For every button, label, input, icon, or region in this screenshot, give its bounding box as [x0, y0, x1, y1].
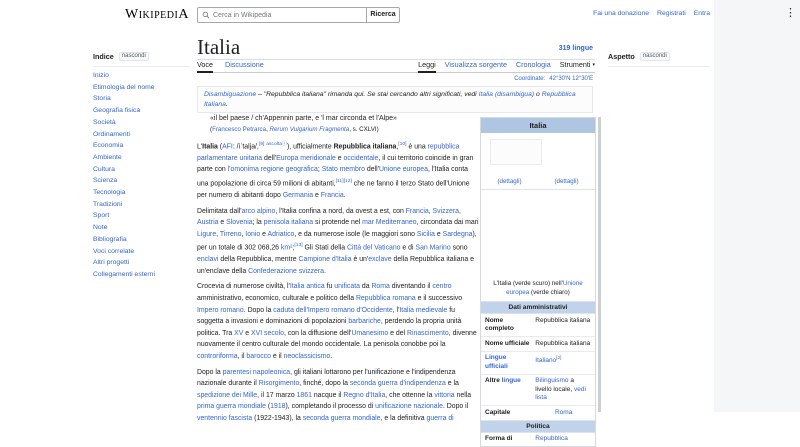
inline-link[interactable]: ⓘ [282, 142, 287, 147]
inline-link[interactable]: Disambiguazione [204, 91, 257, 98]
inline-text: . [343, 191, 346, 199]
inline-link[interactable]: Roma [371, 283, 390, 291]
search-placeholder: Cerca in Wikipedia [213, 11, 272, 19]
infobox-row [481, 405, 595, 420]
search-input[interactable] [197, 7, 367, 23]
inline-link[interactable]: l'omonima regione geografica [227, 166, 318, 174]
infobox-row-value [532, 375, 595, 406]
inline-link[interactable]: [13] [294, 243, 303, 249]
inline-text: e di [400, 244, 416, 252]
infobox-section-dati-amministrativi: Dati amministrativi [481, 301, 595, 314]
inline-link[interactable]: caduta dell'Impero romano d'Occidente [273, 306, 393, 314]
infobox-row-value [532, 406, 595, 420]
paragraph [197, 367, 479, 425]
inline-text: , [396, 143, 399, 151]
infobox-section-politica: Politica [481, 420, 595, 433]
namespace-tabs [197, 60, 264, 73]
sidebar-item-collegamenti-esterni[interactable]: Collegamenti esterni [93, 270, 155, 278]
inline-text: (1922-1943), la [252, 414, 303, 422]
infobox-row [481, 336, 595, 351]
inline-text: , perdendo la propria unità politica. Tra [197, 318, 462, 337]
infobox-images [481, 133, 595, 177]
inline-link[interactable]: Risorgimento [258, 380, 300, 388]
inline-text: , con la diffusione dell' [283, 329, 352, 337]
inline-text: ), completando il processo di [285, 403, 376, 411]
inline-text: dell' [262, 154, 277, 162]
inline-text: Altre [485, 377, 502, 384]
languages-button[interactable]: 319 lingue [558, 45, 593, 52]
inline-text: , finché, dopo la [299, 380, 350, 388]
inline-link[interactable]: Rerum Vulgarium Fragmenta [269, 125, 350, 133]
appearance-hide-button[interactable]: nascondi [640, 52, 670, 61]
sidebar-item-economia[interactable]: Economia [93, 142, 124, 150]
inline-link[interactable]: ascolta [266, 142, 282, 147]
tab-visualizza-sorgente[interactable]: Visualizza sorgente [444, 60, 507, 69]
sidebar-item-storia[interactable]: Storia [93, 95, 111, 103]
inline-text: che ne fanno il terzo Stato dell'Unione per numero di abitanti dopo [197, 180, 470, 199]
inline-link[interactable]: controriforma [197, 352, 238, 360]
inline-link[interactable]: Repubblica Italiana [204, 91, 576, 108]
inline-text: Dopo la [197, 368, 223, 376]
inline-text: – "Repubblica italiana" rimanda qui. Se stai cercando altri significati, vedi [256, 91, 479, 98]
top-link-registrati[interactable]: Registrati [657, 10, 686, 17]
infobox-body [481, 301, 595, 446]
inline-link[interactable]: exclave [368, 256, 392, 264]
infobox-caption [481, 278, 595, 301]
view-tabs [418, 60, 595, 73]
inline-text: e del [388, 329, 407, 337]
inline-link[interactable]: Adriatico [267, 230, 295, 238]
inline-link[interactable]: repubblica parlamentare unitaria [197, 143, 460, 162]
inline-text: Nome ufficiale [485, 339, 530, 347]
inline-link[interactable]: Rinascimento [407, 329, 449, 337]
inline-text: della Repubblica, mentre [218, 256, 299, 264]
inline-link[interactable]: lingue [501, 377, 521, 384]
inline-text: fu soggetta a invasioni e dominazioni di popolazioni [197, 306, 455, 326]
map-image-placeholder[interactable] [481, 190, 595, 278]
inline-link[interactable]: Francesco Petrarca [212, 125, 267, 133]
inline-text: a livello locale, [535, 377, 574, 393]
inline-link[interactable]: unificazione nazionale [375, 403, 443, 411]
inline-text: nacque il [311, 391, 344, 399]
inline-link[interactable]: Sardegna [442, 230, 473, 238]
infobox-row-label [481, 352, 532, 374]
inline-text: , l' [392, 306, 400, 314]
inline-text: . [225, 100, 228, 108]
inline-text: , il 17 marzo [257, 391, 297, 399]
inline-link[interactable]: Confederazione svizzera [248, 267, 324, 275]
inline-text: Repubblica italiana [333, 143, 397, 151]
inline-link[interactable]: Europa meridionale [276, 154, 336, 162]
coordinates-value[interactable]: 42°30′N 12°30′E [549, 76, 593, 82]
inline-link[interactable]: barocco [246, 352, 271, 360]
inline-link[interactable]: Tirreno [219, 230, 242, 238]
inline-text: amministrativo, economico, culturale e politico della [197, 295, 356, 303]
inline-link[interactable]: Stato membro [321, 166, 365, 174]
inline-link[interactable]: Italia medievale [399, 306, 448, 314]
sidebar-item-tecnologia[interactable]: Tecnologia [93, 189, 126, 197]
inline-text: , che ottenne la [385, 391, 435, 399]
sidebar-item-altri-progetti[interactable]: Altri progetti [93, 259, 130, 267]
inline-link[interactable]: vittoria [434, 391, 455, 399]
inline-text: ), per un totale di 302 068,26 [197, 230, 477, 252]
sidebar-item-voci-correlate[interactable]: Voci correlate [93, 247, 135, 255]
sidebar-item-ordinamenti[interactable]: Ordinamenti [93, 130, 131, 138]
inline-link[interactable]: [2] [556, 355, 562, 360]
inline-link[interactable]: seconda guerra mondiale [302, 414, 381, 422]
inline-link[interactable]: [10] [398, 142, 407, 147]
tabs-bar [197, 61, 595, 73]
inline-text: ( [265, 403, 271, 411]
coordinates-label[interactable]: Coordinate: [514, 76, 546, 82]
disambiguation-note [197, 86, 593, 113]
toc-divider [93, 66, 190, 67]
inline-text: ; la [252, 219, 264, 227]
paragraph [197, 206, 479, 278]
coordinates [514, 76, 593, 82]
inline-text: ; [292, 244, 295, 252]
wikipedia-logo[interactable]: WikipediA [125, 7, 189, 22]
appearance-panel [608, 52, 710, 67]
inline-link[interactable]: Regno d'Italia [343, 391, 386, 399]
page-title: Italia [197, 35, 241, 59]
inline-link[interactable]: centro [432, 283, 452, 291]
scrollbar[interactable] [598, 117, 601, 412]
inline-text: diventando il [389, 283, 433, 291]
tab-cronologia[interactable]: Cronologia [515, 60, 551, 69]
inline-link[interactable]: Italia (disambigua) [478, 91, 535, 98]
tab-voce[interactable]: Voce [197, 60, 213, 73]
paragraph [197, 139, 479, 202]
sidebar-item-note[interactable]: Note [93, 224, 108, 232]
inline-link[interactable]: penisola italiana [263, 219, 314, 227]
infobox-row-label [481, 337, 532, 351]
inline-text: Delimitata dall' [197, 207, 242, 215]
inline-text: , e la definitiva [380, 414, 427, 422]
infobox-row-value [532, 352, 595, 374]
inline-text: , il [237, 352, 247, 360]
inline-text: ; [317, 166, 322, 174]
inline-link[interactable]: Umanesimo [351, 329, 389, 337]
sidebar-item-bibliografia[interactable]: Bibliografia [93, 235, 127, 243]
inline-link[interactable]: unificata [334, 283, 360, 291]
inline-text: , l'Italia confina a nord, da ovest a est, con [275, 207, 406, 215]
infobox-row-label [481, 314, 532, 336]
inline-text: . Dopo la [243, 306, 274, 314]
inline-link[interactable]: Bilinguismo [535, 377, 569, 384]
inline-text: è una [406, 143, 428, 151]
inline-link[interactable]: Lingue ufficiali [485, 354, 508, 370]
quote-text: «il bel paese / ch'Appennin parte, e 'l mar circonda et l'Alpe» [210, 115, 397, 122]
top-link-fai-una-donazione[interactable]: Fai una donazione [593, 10, 650, 17]
inline-text: , circondata dai mari [416, 219, 479, 227]
inline-link[interactable]: km² [280, 244, 293, 252]
tab-strumenti[interactable]: Strumenti ▾ [560, 60, 595, 73]
inline-link[interactable]: Germania [282, 191, 314, 199]
inline-text: . [323, 267, 326, 275]
inline-link[interactable]: San Marino [415, 244, 451, 252]
inline-link[interactable]: Roma [554, 408, 573, 416]
inline-text: , [266, 125, 270, 133]
inline-link[interactable]: Svizzera [432, 207, 459, 215]
inline-text: Italia [202, 143, 218, 151]
inline-link[interactable]: Repubblica romana [355, 295, 416, 303]
inline-link[interactable]: Unione europea [378, 166, 428, 174]
inline-text: dell' [364, 166, 379, 174]
inline-text: e il successivo [415, 295, 463, 303]
inline-text: . Dopo il [442, 403, 469, 411]
inline-link[interactable]: [9] [258, 142, 265, 147]
inline-text: e la [445, 380, 459, 388]
right-rail [714, 0, 800, 412]
top-link-entra[interactable]: Entra [693, 10, 710, 17]
inline-link[interactable]: 1918 [270, 403, 286, 411]
inline-text: è un' [351, 256, 369, 264]
inline-link[interactable]: enclavi [197, 256, 219, 264]
infobox-row-value [532, 314, 595, 336]
inline-text: e [335, 154, 344, 162]
inline-text: nella [454, 391, 472, 399]
inline-link[interactable]: Italiano [535, 357, 557, 365]
infobox-row [481, 351, 595, 374]
inline-text: (verde chiaro) [529, 288, 570, 296]
inline-link[interactable]: Francia [320, 191, 344, 199]
inline-text: e [218, 219, 227, 227]
inline-link[interactable]: occidentale [343, 154, 379, 162]
overflow-menu-icon[interactable]: ⋮ [785, 7, 796, 19]
inline-link[interactable]: Ligure [197, 230, 217, 238]
sidebar-item-cultura[interactable]: Cultura [93, 165, 115, 173]
inline-text: da [359, 283, 372, 291]
sidebar-item-scienza[interactable]: Scienza [93, 177, 118, 185]
inline-text: , [428, 207, 433, 215]
sidebar-item-tradizioni[interactable]: Tradizioni [93, 200, 123, 208]
inline-link[interactable]: spedizione dei Mille [197, 391, 258, 399]
inline-text: Nome completo [485, 316, 514, 332]
infobox-row-label [481, 375, 532, 406]
infobox-row-label [481, 406, 532, 420]
inline-link[interactable]: [11][12] [335, 179, 352, 185]
inline-link[interactable]: Repubblica [535, 435, 568, 442]
appearance-title: Aspetto [608, 52, 635, 61]
inline-link[interactable]: Slovenia [226, 219, 253, 227]
sidebar-item-ambiente[interactable]: Ambiente [93, 153, 122, 161]
inline-link[interactable]: vedi lista [535, 385, 586, 401]
infobox-row [481, 374, 595, 406]
inline-text: Crocevia di numerose civiltà, l' [197, 283, 290, 291]
toc-items [93, 70, 193, 281]
inline-text: , il cui territorio coincide in gran parte con [197, 154, 474, 174]
infobox-italia [480, 117, 596, 447]
paragraph [197, 281, 479, 362]
table-of-contents [93, 52, 193, 281]
inline-text: si protende nel [313, 219, 363, 227]
inline-link[interactable]: prima guerra mondiale [197, 403, 266, 411]
sidebar-item-societ[interactable]: Società [93, 118, 116, 126]
infobox-row-value [532, 337, 595, 351]
inline-link[interactable]: parentesi napoleonica [222, 368, 291, 376]
inline-text: , [216, 230, 220, 238]
inline-text: . [330, 352, 333, 360]
toc-title: Indice [93, 52, 114, 61]
sidebar-item-inizio[interactable]: Inizio [93, 72, 109, 79]
infobox-row-label [481, 433, 532, 447]
infobox-title: Italia [481, 118, 595, 133]
inline-text: ( [210, 125, 213, 133]
inline-link[interactable]: mar Mediterraneo [362, 219, 417, 227]
inline-link[interactable]: barbariche [348, 318, 381, 326]
inline-text: , [458, 207, 461, 215]
inline-link[interactable]: arco alpino [241, 207, 276, 215]
infobox-row [481, 433, 595, 447]
inline-link[interactable]: guerra di [426, 414, 454, 422]
inline-text: della Repubblica italiana e un'enclave della [197, 256, 474, 275]
top-links [540, 10, 710, 17]
inline-text: , divenne nuovamente il centro culturale del mondo occidentale. La penisola conobbe poi la [197, 329, 477, 349]
inline-text: ( [217, 143, 223, 151]
inline-text: L' [197, 143, 203, 151]
inline-text: , [241, 230, 246, 238]
infobox-row [481, 314, 595, 336]
flag-details-link[interactable]: (dettagli) [497, 178, 522, 185]
inline-text: e [260, 230, 268, 238]
inline-text: : /iˈtalja/, [232, 143, 259, 151]
inline-text: e [434, 230, 443, 238]
inline-text: , s. CXLVI) [349, 125, 379, 133]
inline-text: o [534, 91, 542, 98]
inline-link[interactable]: Unione europea [506, 280, 583, 296]
search-icon [202, 11, 210, 19]
inline-text: L'Italia (verde scuro) nell' [493, 280, 563, 287]
inline-text: e il [270, 352, 284, 360]
inline-text: Capitale [485, 408, 511, 416]
inline-text: Repubblica italiana [535, 316, 591, 324]
sidebar-item-sport[interactable]: Sport [93, 212, 110, 220]
flag-image-placeholder[interactable] [490, 139, 542, 165]
inline-text: Gli Stati della [302, 244, 348, 252]
inline-text: , gli italiani lottarono per l'unificazione e l'indipendenza nazionale durante il [197, 368, 456, 388]
inline-text: e [243, 329, 252, 337]
tab-discussione[interactable]: Discussione [225, 60, 264, 69]
inline-link[interactable]: seconda guerra d'indipendenza [349, 380, 446, 388]
inline-link[interactable]: Impero romano [197, 306, 244, 314]
toc-hide-button[interactable]: nascondi [119, 52, 149, 61]
inline-text: fu [324, 283, 335, 291]
infobox-row-value [532, 433, 595, 447]
inline-text: , e da numerose isole (le maggiori sono [294, 230, 417, 238]
inline-text: sono [450, 244, 468, 252]
inline-link[interactable]: AFI [222, 143, 233, 151]
inline-link[interactable]: ventennio fascista [197, 414, 253, 422]
inline-link[interactable]: Francia [405, 207, 429, 215]
emblem-details-link[interactable]: (dettagli) [554, 178, 579, 185]
appearance-divider [608, 66, 710, 67]
sidebar-item-geografia-fisica[interactable]: Geografia fisica [93, 107, 141, 115]
inline-text: Forma di [485, 435, 513, 442]
inline-link[interactable]: Italia antica [289, 283, 325, 291]
inline-link[interactable]: Sicilia [416, 230, 435, 238]
sidebar-item-etimologia-del-nome[interactable]: Etimologia del nome [93, 83, 155, 91]
inline-link[interactable]: Austria [197, 219, 219, 227]
inline-text: Repubblica italiana [535, 339, 591, 347]
inline-link[interactable]: XVI secolo [251, 329, 284, 337]
inline-link[interactable]: neoclassicismo [283, 352, 331, 360]
article-paragraphs [197, 139, 479, 429]
inline-link[interactable]: 1861 [296, 391, 312, 399]
inline-link[interactable]: Campione d'Italia [298, 256, 352, 264]
tab-leggi[interactable]: Leggi [418, 60, 436, 73]
inline-text: ), ufficialmente [286, 143, 334, 151]
inline-link[interactable]: Città del Vaticano [347, 244, 401, 252]
inline-link[interactable]: XV [234, 329, 244, 337]
search-button[interactable]: Ricerca [366, 7, 400, 23]
inline-link[interactable]: Ionio [245, 230, 261, 238]
inline-text: , l'Italia conta una popolazione di circa 59 milioni di abitanti, [197, 166, 468, 188]
inline-text: e [313, 191, 321, 199]
